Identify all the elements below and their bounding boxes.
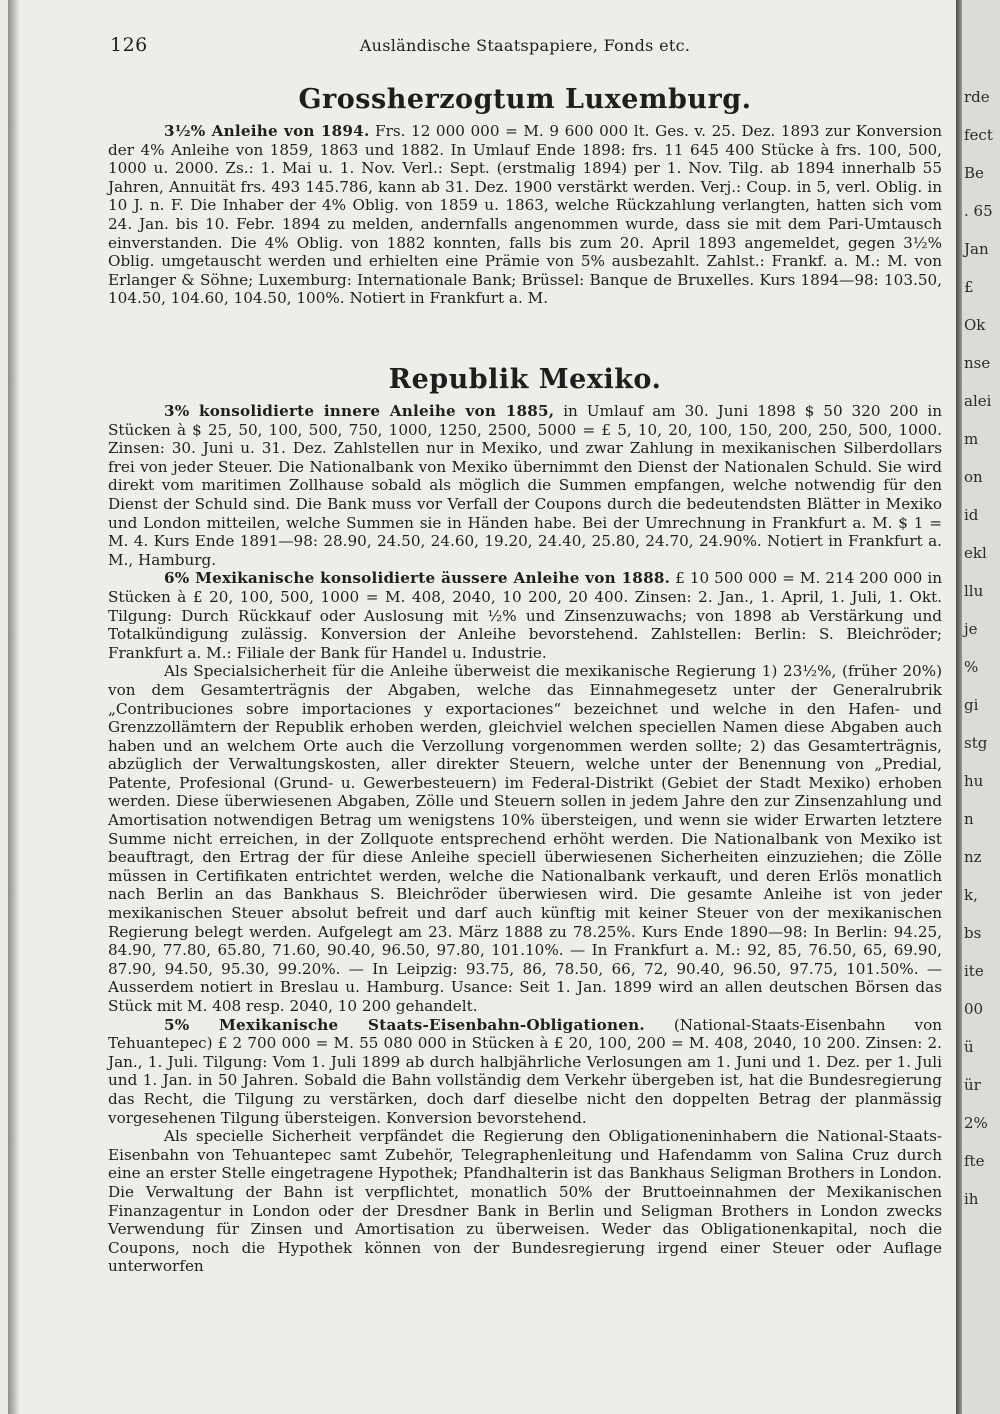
adjacent-page-strip <box>956 0 1000 1414</box>
section-title-luxemburg: Grossherzogtum Luxemburg. <box>298 84 752 115</box>
adjacent-page-fragment: % <box>964 658 979 676</box>
adjacent-page-fragment: bs <box>964 924 982 942</box>
section-body-luxemburg <box>108 122 942 308</box>
paragraph <box>108 1127 942 1276</box>
adjacent-page-fragment: rde <box>964 88 990 106</box>
paragraph <box>108 402 942 569</box>
paragraph-lead: 6% Mexikanische konsolidierte äussere Anleihe von 1888. <box>164 569 671 588</box>
paragraph-text: Als Specialsicherheit für die Anleihe überweist die mexikanische Regierung 1) 23½%, (früher 20%) von dem Gesamterträgnis der Abgaben, welche das Einnahmegesetz unter der Generalrubrik „Contribuciones sobre importaciones y exportaciones“ bezeichnet und welche in den Hafen- und Grenzzollämtern der Republik erhoben werden, gleichviel welchen speciellen Namen diese Abgaben auch haben und an welchem Orte auch die Verzollung vorgenommen werden sollte; 2) das Gesamterträgnis, abzüglich der Verwaltungskosten, aller direkter Steuern, welche unter der Benennung von „Predial, Patente, Profesional (Grund- u. Gewerbesteuern) im Federal-Distrikt (Gebiet der Stadt Mexiko) erhoben werden. Diese überwiesenen Abgaben, Zölle und Steuern sollen in jedem Jahre den zur Zinsenzahlung und Amortisation notwendigen Betrag um wenigstens 10% übersteigen, und wenn sie wider Erwarten letztere Summe nicht erreichen, in der Zollquote entsprechend erhöht werden. Die Nationalbank von Mexiko ist beauftragt, den Ertrag der für diese Anleihe speciell überwiesenen Sicherheiten einzuziehen; die Zölle müssen in Certifikaten entrichtet werden, welche die Nationalbank verkauft, und deren Erlös monatlich nach Berlin an das Bankhaus S. Bleichröder überwiesen wird. Die gesamte Anleihe ist von jeder mexikanischen Steuer absolut befreit und darf auch künftig mit keiner Steuer von der mexikanischen Regierung belegt werden. Aufgelegt am 23. März 1888 zu 78.25%. Kurs Ende 1890—98: In Berlin: 94.25, 84.90, 77.80, 65.80, 71.60, 90.40, 96.50, 97.80, 101.10%. — In Frankfurt a. M.: 92, 85, 76.50, 65, 69.90, 87.90, 94.50, 95.30, 99.20%. — In Leipzig: 93.75, 86, 78.50, 66, 72, 90.40, 96.50, 97.75, 101.50%. — Ausserdem notiert in Breslau u. Hamburg. Usance: Seit 1. Jan. 1899 wird an allen deutschen Börsen das Stück mit M. 408 resp. 2040, 10 200 gehandelt. <box>108 662 942 1015</box>
page-header <box>110 34 940 58</box>
paragraph-text: Frs. 12 000 000 = M. 9 600 000 lt. Ges. v. 25. Dez. 1893 zur Konversion der 4% Anleihe von 1859, 1863 und 1882. In Umlauf Ende 1898: frs. 11 645 400 Stücke à frs. 100, 500, 1000 u. 2000. Zs.: 1. Mai u. 1. Nov. Verl.: Sept. (erstmalig 1894) per 1. Nov. Tilg. ab 1894 innerhalb 55 Jahren, Annuität frs. 493 145.786, kann ab 31. Dez. 1900 verstärkt werden. Verj.: Coup. in 5, verl. Oblig. in 10 J. n. F. Die Inhaber der 4% Oblig. von 1859 u. 1863, welche Rückzahlung verlangten, hatten sich vom 24. Jan. bis 10. Febr. 1894 zu melden, andernfalls angenommen wurde, dass sie mit dem Pari-Umtausch einverstanden. Die 4% Oblig. von 1882 konnten, falls bis zum 20. April 1893 angemeldet, gegen 3½% Oblig. umgetauscht werden und erhielten eine Prämie von 5% ausbezahlt. Zahlst.: Frankf. a. M.: M. von Erlanger & Söhne; Luxemburg: Internationale Bank; Brüssel: Banque de Bruxelles. Kurs 1894—98: 103.50, 104.50, 104.60, 104.50, 100%. Notiert in Frankfurt a. M. <box>108 122 943 308</box>
adjacent-page-fragment: gi <box>964 696 979 714</box>
adjacent-page-fragment: k, <box>964 886 978 904</box>
adjacent-page-fragment: ite <box>964 962 984 980</box>
paragraph-text: £ 10 500 000 = M. 214 200 000 in Stücken à £ 20, 100, 500, 1000 = M. 408, 2040, 10 200, 20 400. Zinsen: 2. Jan., 1. April, 1. Juli, 1. Okt. Tilgung: Durch Rückkauf oder Auslosung mit ½% und Zinsenzuwachs; von 1898 ab Verstärkung und Totalkündigung zulässig. Konversion der Anleihe bevorstehend. Zahlstellen: Berlin: S. Bleichröder; Frankfurt a. M.: Filiale der Bank für Handel u. Industrie. <box>108 569 942 662</box>
adjacent-page-fragment: llu <box>964 582 984 600</box>
paragraph <box>108 662 942 1015</box>
adjacent-page-fragment: Jan <box>964 240 989 258</box>
paragraph-lead: 5% Mexikanische Staats-Eisenbahn-Obligationen. <box>164 1015 645 1034</box>
adjacent-page-fragment: je <box>964 620 978 638</box>
paragraph <box>108 1016 942 1128</box>
paragraph-text: in Umlauf am 30. Juni 1898 $ 50 320 200 in Stücken à $ 25, 50, 100, 500, 750, 1000, 1250, 2500, 5000 = £ 5, 10, 20, 100, 150, 200, 250, 500, 1000. Zinsen: 30. Juni u. 31. Dez. Zahlstellen nur in Mexiko, und zwar Zahlung in mexikanischen Silberdollars frei von jeder Steuer. Die Nationalbank von Mexiko übernimmt den Dienst der Nationalen Schuld. Sie wird direkt vom maritimen Zollhause sobald als möglich die Summen empfangen, welche notwendig für den Dienst der Schuld sind. Die Bank muss vor Verfall der Coupons durch die bedeutendsten Blätter in Mexiko und London mitteilen, welche Summen sie in Händen habe. Bei der Umrechnung in Frankfurt a. M. $ 1 = M. 4. Kurs Ende 1891—98: 28.90, 24.50, 24.60, 19.20, 24.40, 25.80, 24.70, 24.90%. Notiert in Frankfurt a. M., Hamburg. <box>108 402 943 569</box>
adjacent-page-fragment: . 65 <box>964 202 993 220</box>
paragraph-text: (National-Staats-Eisenbahn von Tehuantepec) £ 2 700 000 = M. 55 080 000 in Stücken à £ 20, 100, 200 = M. 408, 2040, 10 200. Zinsen: 2. Jan., 1. Juli. Tilgung: Vom 1. Juli 1899 ab durch halbjährliche Verlosungen am 1. Juni und 1. Dez. per 1. Juli und 1. Jan. in 50 Jahren. Sobald die Bahn vollständig dem Verkehr übergeben ist, hat die Bundesregierung das Recht, die Tilgung zu verstärken, doch darf dieselbe nicht den doppelten Betrag der planmässig vorgesehenen Tilgung übersteigen. Konversion bevorstehend. <box>108 1015 942 1127</box>
page-fold-shadow <box>956 0 962 1414</box>
adjacent-page-fragment: id <box>964 506 979 524</box>
adjacent-page-fragment: hu <box>964 772 984 790</box>
adjacent-page-fragment: nse <box>964 354 991 372</box>
page-number: 126 <box>110 34 148 56</box>
binding-shadow <box>8 0 20 1414</box>
adjacent-page-fragment: ür <box>964 1076 981 1094</box>
running-title: Ausländische Staatspapiere, Fonds etc. <box>359 36 691 55</box>
adjacent-page-fragment: n <box>964 810 974 828</box>
paragraph-text: Als specielle Sicherheit verpfändet die Regierung den Obligationeninhabern die National-Staats-Eisenbahn von Tehuantepec samt Zubehör, Telegraphenleitung und Hafendamm von Salina Cruz durch eine an erster Stelle eingetragene Hypothek; Pfandhalterin ist das Bankhaus Seligman Brothers in London. Die Verwaltung der Bahn ist verpflichtet, monatlich 50% der Bruttoeinnahmen der Mexikanischen Finanzagentur in London oder der Dresdner Bank in Berlin und Seligman Brothers in London zwecks Verwendung für Zinsen und Amortisation zu überweisen. Weder das Obligationenkapital, noch die Coupons, noch die Hypothek können von der Bundesregierung irgend einer Steuer oder Auflage unterworfen <box>108 1127 942 1276</box>
adjacent-page-fragment: 2% <box>964 1114 988 1132</box>
section-title-mexiko: Republik Mexiko. <box>388 364 662 395</box>
adjacent-page-fragment: alei <box>964 392 992 410</box>
adjacent-page-fragment: on <box>964 468 983 486</box>
adjacent-page-fragment: 00 <box>964 1000 984 1018</box>
adjacent-page-fragment: £ <box>964 278 974 296</box>
paragraph <box>108 122 942 308</box>
adjacent-page-fragment: Be <box>964 164 984 182</box>
adjacent-page-fragment: ekl <box>964 544 987 562</box>
adjacent-page-fragment: m <box>964 430 979 448</box>
adjacent-page-fragment: stg <box>964 734 988 752</box>
paragraph <box>108 569 942 662</box>
section-body-mexiko <box>108 402 942 1276</box>
adjacent-page-fragment: nz <box>964 848 982 866</box>
adjacent-page-fragment: fte <box>964 1152 985 1170</box>
adjacent-page-fragment: Ok <box>964 316 986 334</box>
paragraph-lead: 3% konsolidierte innere Anleihe von 1885, <box>164 402 555 420</box>
adjacent-page-fragment: fect <box>964 126 993 144</box>
adjacent-page-fragment: ih <box>964 1190 979 1208</box>
adjacent-page-fragment: ü <box>964 1038 974 1056</box>
paragraph-lead: 3½% Anleihe von 1894. <box>164 122 370 140</box>
